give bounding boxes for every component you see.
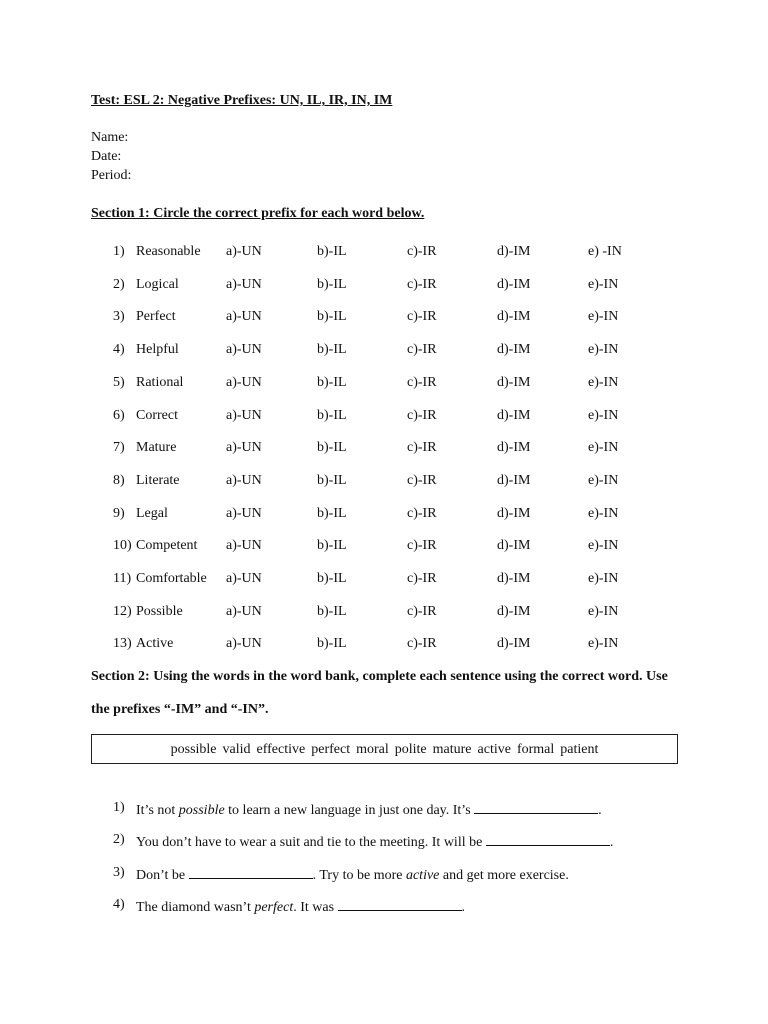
sentence-text-part: . Try to be more <box>312 868 406 883</box>
option-c[interactable]: c)-IR <box>407 604 437 619</box>
option-c[interactable]: c)-IR <box>407 571 437 586</box>
option-b[interactable]: b)-IL <box>317 244 347 259</box>
word-bank-item: patient <box>560 742 599 757</box>
option-c[interactable]: c)-IR <box>407 473 437 488</box>
sentence-text <box>136 832 613 851</box>
option-b[interactable]: b)-IL <box>317 342 347 357</box>
question-row <box>0 309 768 329</box>
question-row <box>0 538 768 558</box>
question-word: Correct <box>136 408 178 423</box>
sentence-text <box>136 865 569 884</box>
question-word: Helpful <box>136 342 179 357</box>
question-number: 9) <box>113 506 125 521</box>
option-c[interactable]: c)-IR <box>407 244 437 259</box>
sentence-text-part: . <box>461 900 466 915</box>
option-d[interactable]: d)-IM <box>497 309 531 324</box>
option-b[interactable]: b)-IL <box>317 604 347 619</box>
option-c[interactable]: c)-IR <box>407 440 437 455</box>
sentence-italic-word: perfect <box>254 900 294 915</box>
word-bank-item: possible <box>170 742 217 757</box>
answer-blank[interactable] <box>486 832 610 846</box>
option-c[interactable]: c)-IR <box>407 506 437 521</box>
sentence-text-part: . <box>609 835 614 850</box>
sentence-text <box>136 897 465 916</box>
sentence-text-part: The diamond wasn’t <box>136 900 255 915</box>
sentence-text-part: and get more exercise. <box>439 868 569 883</box>
section2-instruction-line1: Section 2: Using the words in the word bank, complete each sentence using the correct word. Use <box>91 669 668 684</box>
sentence-number: 4) <box>113 897 125 912</box>
option-e[interactable]: e)-IN <box>588 375 619 390</box>
question-word: Competent <box>136 538 198 553</box>
option-a[interactable]: a)-UN <box>226 408 262 423</box>
option-d[interactable]: d)-IM <box>497 408 531 423</box>
option-c[interactable]: c)-IR <box>407 375 437 390</box>
option-b[interactable]: b)-IL <box>317 571 347 586</box>
option-a[interactable]: a)-UN <box>226 375 262 390</box>
option-e[interactable]: e)-IN <box>588 604 619 619</box>
word-bank-item: formal <box>516 742 555 757</box>
question-row <box>0 636 768 656</box>
answer-blank[interactable] <box>189 865 313 879</box>
option-a[interactable]: a)-UN <box>226 571 262 586</box>
option-c[interactable]: c)-IR <box>407 636 437 651</box>
word-bank-item: valid <box>222 742 251 757</box>
word-bank-item: active <box>477 742 511 757</box>
question-number: 13) <box>113 636 132 651</box>
option-b[interactable]: b)-IL <box>317 309 347 324</box>
option-b[interactable]: b)-IL <box>317 473 347 488</box>
option-e[interactable]: e)-IN <box>588 538 619 553</box>
period-label: Period: <box>91 168 132 183</box>
option-a[interactable]: a)-UN <box>226 538 262 553</box>
option-d[interactable]: d)-IM <box>497 506 531 521</box>
option-d[interactable]: d)-IM <box>497 244 531 259</box>
option-d[interactable]: d)-IM <box>497 636 531 651</box>
name-label: Name: <box>91 130 129 145</box>
option-d[interactable]: d)-IM <box>497 342 531 357</box>
option-d[interactable]: d)-IM <box>497 440 531 455</box>
option-c[interactable]: c)-IR <box>407 538 437 553</box>
option-d[interactable]: d)-IM <box>497 571 531 586</box>
question-number: 11) <box>113 571 132 586</box>
option-a[interactable]: a)-UN <box>226 440 262 455</box>
sentence-text-part: . It was <box>293 900 338 915</box>
question-number: 8) <box>113 473 125 488</box>
sentence-text-part: to learn a new language in just one day. It’s <box>224 803 475 818</box>
question-row <box>0 277 768 297</box>
question-row <box>0 506 768 526</box>
option-b[interactable]: b)-IL <box>317 636 347 651</box>
question-number: 7) <box>113 440 125 455</box>
sentence-text-part: You don’t have to wear a suit and tie to the meeting. It will be <box>136 835 486 850</box>
question-word: Mature <box>136 440 177 455</box>
question-number: 12) <box>113 604 132 619</box>
question-word: Legal <box>136 506 168 521</box>
question-number: 4) <box>113 342 125 357</box>
option-b[interactable]: b)-IL <box>317 277 347 292</box>
sentence-text-part: Don’t be <box>136 868 189 883</box>
question-row <box>0 244 768 264</box>
sentence-italic-word: possible <box>178 803 225 818</box>
answer-blank[interactable] <box>338 897 462 911</box>
option-d[interactable]: d)-IM <box>497 538 531 553</box>
option-e[interactable]: e)-IN <box>588 408 619 423</box>
option-e[interactable]: e)-IN <box>588 636 619 651</box>
option-a[interactable]: a)-UN <box>226 604 262 619</box>
date-label: Date: <box>91 149 122 164</box>
question-word: Comfortable <box>136 571 207 586</box>
option-a[interactable]: a)-UN <box>226 342 262 357</box>
option-a[interactable]: a)-UN <box>226 277 262 292</box>
option-e[interactable]: e) -IN <box>588 244 622 259</box>
question-number: 2) <box>113 277 125 292</box>
question-row <box>0 342 768 362</box>
option-e[interactable]: e)-IN <box>588 571 619 586</box>
question-word: Logical <box>136 277 179 292</box>
sentence-number: 2) <box>113 832 125 847</box>
word-bank-item: mature <box>432 742 472 757</box>
question-word: Reasonable <box>136 244 201 259</box>
option-b[interactable]: b)-IL <box>317 440 347 455</box>
question-number: 1) <box>113 244 125 259</box>
option-e[interactable]: e)-IN <box>588 309 619 324</box>
option-c[interactable]: c)-IR <box>407 309 437 324</box>
option-c[interactable]: c)-IR <box>407 277 437 292</box>
option-a[interactable]: a)-UN <box>226 309 262 324</box>
question-row <box>0 408 768 428</box>
question-number: 6) <box>113 408 125 423</box>
question-row <box>0 440 768 460</box>
option-e[interactable]: e)-IN <box>588 440 619 455</box>
option-a[interactable]: a)-UN <box>226 636 262 651</box>
section1-heading: Section 1: Circle the correct prefix for each word below. <box>91 206 425 221</box>
option-c[interactable]: c)-IR <box>407 408 437 423</box>
sentence-number: 3) <box>113 865 125 880</box>
option-c[interactable]: c)-IR <box>407 342 437 357</box>
option-d[interactable]: d)-IM <box>497 604 531 619</box>
section2-instruction-line2: the prefixes “-IM” and “-IN”. <box>91 702 269 717</box>
option-e[interactable]: e)-IN <box>588 506 619 521</box>
question-word: Possible <box>136 604 183 619</box>
word-bank <box>91 734 678 764</box>
sentence-text-part: . <box>598 803 602 818</box>
answer-blank[interactable] <box>474 800 598 814</box>
option-b[interactable]: b)-IL <box>317 506 347 521</box>
word-bank-item: perfect <box>311 742 351 757</box>
question-row <box>0 571 768 591</box>
option-d[interactable]: d)-IM <box>497 375 531 390</box>
option-e[interactable]: e)-IN <box>588 473 619 488</box>
page-title: Test: ESL 2: Negative Prefixes: UN, IL, IR, IN, IM <box>91 93 393 108</box>
option-a[interactable]: a)-UN <box>226 244 262 259</box>
option-d[interactable]: d)-IM <box>497 277 531 292</box>
option-b[interactable]: b)-IL <box>317 538 347 553</box>
word-bank-item: moral <box>356 742 389 757</box>
question-word: Rational <box>136 375 184 390</box>
question-word: Perfect <box>136 309 176 324</box>
question-row <box>0 473 768 493</box>
option-b[interactable]: b)-IL <box>317 375 347 390</box>
question-number: 5) <box>113 375 125 390</box>
option-a[interactable]: a)-UN <box>226 473 262 488</box>
question-word: Literate <box>136 473 180 488</box>
sentence-number: 1) <box>113 800 125 815</box>
option-a[interactable]: a)-UN <box>226 506 262 521</box>
question-number: 10) <box>113 538 132 553</box>
question-word: Active <box>136 636 174 651</box>
question-row <box>0 604 768 624</box>
word-bank-item: polite <box>394 742 427 757</box>
word-bank-item: effective <box>256 742 306 757</box>
option-e[interactable]: e)-IN <box>588 342 619 357</box>
question-row <box>0 375 768 395</box>
option-d[interactable]: d)-IM <box>497 473 531 488</box>
sentence-text-part: It’s not <box>136 803 179 818</box>
option-b[interactable]: b)-IL <box>317 408 347 423</box>
sentence-text <box>136 800 602 819</box>
option-e[interactable]: e)-IN <box>588 277 619 292</box>
question-number: 3) <box>113 309 125 324</box>
sentence-italic-word: active <box>405 868 440 883</box>
